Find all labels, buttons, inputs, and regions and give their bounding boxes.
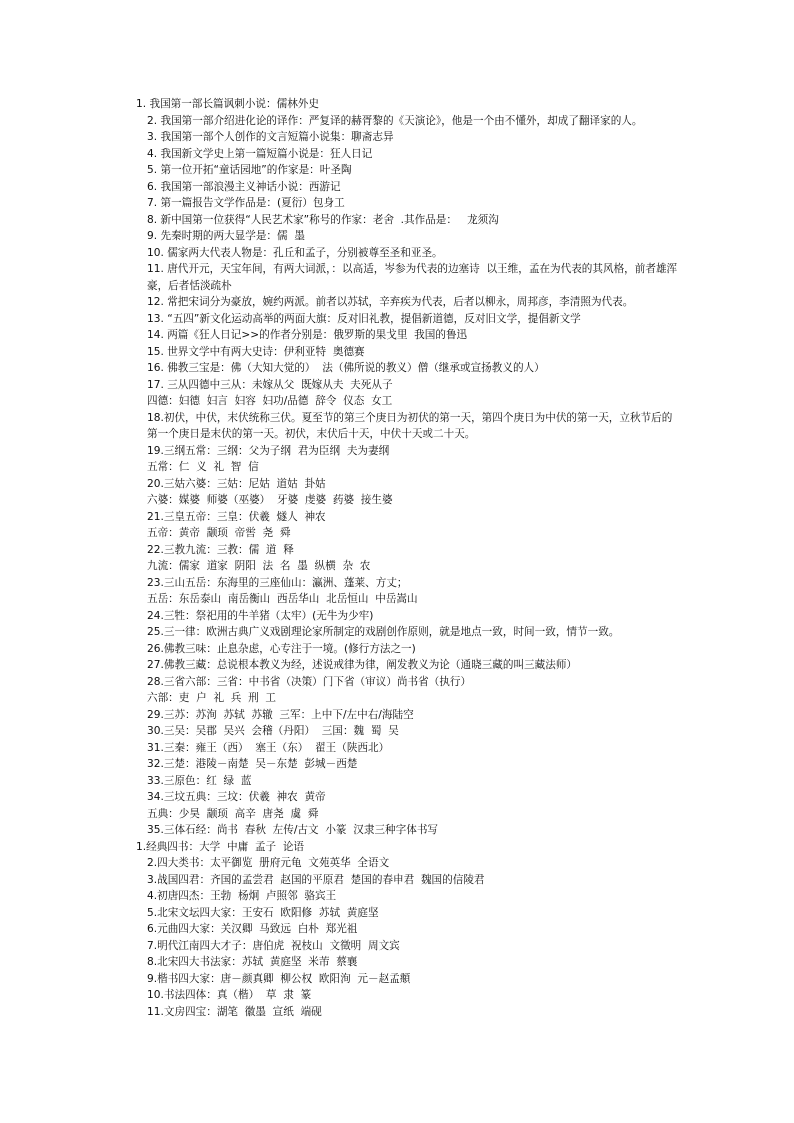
text-line: 22.三教九流：三教：儒 道 释 [147,543,294,556]
text-line: 19.三纲五常：三纲：父为子纲 君为臣纲 夫为妻纲 [147,444,390,457]
text-line: 六部：吏 户 礼 兵 刑 工 [147,692,277,704]
text-line: 11.文房四宝：湖笔 徽墨 宣纸 端砚 [147,1005,322,1018]
text-line: 2. 我国第一部介绍进化论的译作：严复译的赫胥黎的《天演论》，他是一个由不懂外，却成了翻译家的人。 [147,114,643,127]
text-line: 21.三皇五帝：三皇：伏羲 燧人 神农 [147,510,326,523]
text-line: 12. 常把宋词分为豪放，婉约两派。前者以苏轼，辛弃疾为代表，后者以柳永，周邦彦，李清照为代表。 [147,296,634,308]
text-line: 29.三苏：苏洵 苏轼 苏辙 三军：上中下/左中右/海陆空 [147,708,414,721]
text-line: 11. 唐代开元，天宝年间，有两大词派，：以高适，岑参为代表的边塞诗 以王维，孟在为代表的其风格，前者雄浑豪，后者恬淡疏朴 [147,263,678,292]
text-line: 14. 两篇《狂人日记>>的作者分别是：俄罗斯的果戈里 我国的鲁迅 [147,329,468,341]
text-line: 25.三一律：欧洲古典广义戏剧理论家所制定的戏剧创作原则，就是地点一致，时间一致，情节一致。 [147,626,620,638]
text-line: 26.佛教三味：止息杂虑，心专注于一境。(修行方法之一) [147,642,416,655]
text-line: 10.书法四体：真（楷） 草 隶 篆 [147,989,312,1001]
text-line: 9. 先秦时期的两大显学是：儒 墨 [147,230,305,242]
text-line: 31.三秦：雍王（西） 塞王（东） 翟王（陕西北） [147,741,390,754]
text-line: 六婆：媒婆 师婆（巫婆） 牙婆 虔婆 药婆 接生婆 [147,494,393,506]
text-line: 23.三山五岳：东海里的三座仙山：瀛洲、蓬莱、方丈； [147,576,408,589]
text-line: 8. 新中国第一位获得“人民艺术家”称号的作家：老舍 .其作品是： 龙须沟 [147,213,499,226]
text-line: 4. 我国新文学史上第一篇短篇小说是：狂人日记 [147,147,373,160]
text-line: 34.三坟五典：三坟：伏羲 神农 黄帝 [147,791,326,803]
text-line: 九流：儒家 道家 阴阳 法 名 墨 纵横 杂 农 [147,560,371,572]
text-line: 1.经典四书：大学 中庸 孟子 论语 [136,840,305,853]
text-line: 17. 三从四德中三从：未嫁从父 既嫁从夫 夫死从子 [147,378,393,391]
text-line: 3. 我国第一部个人创作的文言短篇小说集：聊斋志异 [147,131,394,143]
text-line: 10. 儒家两大代表人物是：孔丘和孟子，分别被尊至圣和亚圣。 [147,246,443,259]
text-line: 4.初唐四杰：王勃 杨炯 卢照邻 骆宾王 [147,890,337,902]
text-line: 2.四大类书：太平御览 册府元龟 文苑英华 全语文 [147,857,390,869]
text-line: 24.三牲：祭祀用的牛羊猪（太牢）(无牛为少牢) [147,609,374,622]
text-line: 6.元曲四大家：关汉卿 马致远 白朴 郑光祖 [147,923,358,935]
text-line: 1. 我国第一部长篇讽刺小说：儒林外史 [136,98,319,110]
text-line: 五常：仁 义 礼 智 信 [147,461,259,473]
text-line: 五岳：东岳泰山 南岳衡山 西岳华山 北岳恒山 中岳嵩山 [147,593,418,605]
text-line: 5. 第一位开拓“童话园地”的作家是：叶圣陶 [147,164,352,176]
text-line: 四德：妇德 妇言 妇容 妇功/品德 辞令 仪态 女工 [147,395,393,407]
text-line: 32.三楚：港陵－南楚 吴－东楚 彭城－西楚 [147,758,358,770]
text-line: 8.北宋四大书法家：苏轼 黄庭坚 米芾 蔡襄 [147,956,358,968]
text-line: 五帝：黄帝 颛顼 帝喾 尧 舜 [147,527,291,539]
text-line: 28.三省六部：三省：中书省（决策）门下省（审议）尚书省（执行） [147,675,472,688]
text-line: 7. 第一篇报告文学作品是：(夏衍）包身工 [147,197,345,209]
text-line: 6. 我国第一部浪漫主义神话小说：西游记 [147,180,341,193]
text-line: 20.三姑六婆：三姑：尼姑 道姑 卦姑 [147,477,326,490]
text-line: 5.北宋文坛四大家：王安石 欧阳修 苏轼 黄庭坚 [147,906,379,919]
text-line: 五典：少昊 颛顼 高辛 唐尧 虞 舜 [147,807,319,820]
text-line: 7.明代江南四大才子：唐伯虎 祝枝山 文徵明 周文宾 [147,939,400,952]
text-line: 16. 佛教三宝是：佛（大知大觉的） 法（佛所说的教义）僧（继承或宣扬教义的人） [147,362,545,374]
text-line: 30.三吴：吴郡 吴兴 会稽（丹阳） 三国：魏 蜀 吴 [147,725,399,737]
text-line: 15. 世界文学中有两大史诗：伊利亚特 奥德赛 [147,345,365,358]
text-line: 33.三原色：红 绿 蓝 [147,774,252,787]
text-line: 3.战国四君：齐国的孟尝君 赵国的平原君 楚国的春申君 魏国的信陵君 [147,873,485,886]
text-line: 9.楷书四大家：唐－颜真卿 柳公权 欧阳洵 元－赵孟頫 [147,972,411,985]
document-body [120,96,680,1020]
text-line: 35.三体石经：尚书 春秋 左传/古文 小篆 汉隶三种字体书写 [147,824,439,836]
text-line: 18.初伏，中伏，末伏统称三伏。夏至节的第三个庚日为初伏的第一天，第四个庚日为中伏的第一天，立秋节后的第一个庚日是末伏的第一天。初伏，末伏后十天，中伏十天或二十天。 [147,411,673,440]
text-line: 27.佛教三藏：总说根本教义为经，述说戒律为律，阐发教义为论（通晓三藏的叫三藏法师） [147,659,578,671]
text-line: 13. “五四”新文化运动高举的两面大旗：反对旧礼教，提倡新道德，反对旧文学，提倡新文学 [147,312,581,325]
